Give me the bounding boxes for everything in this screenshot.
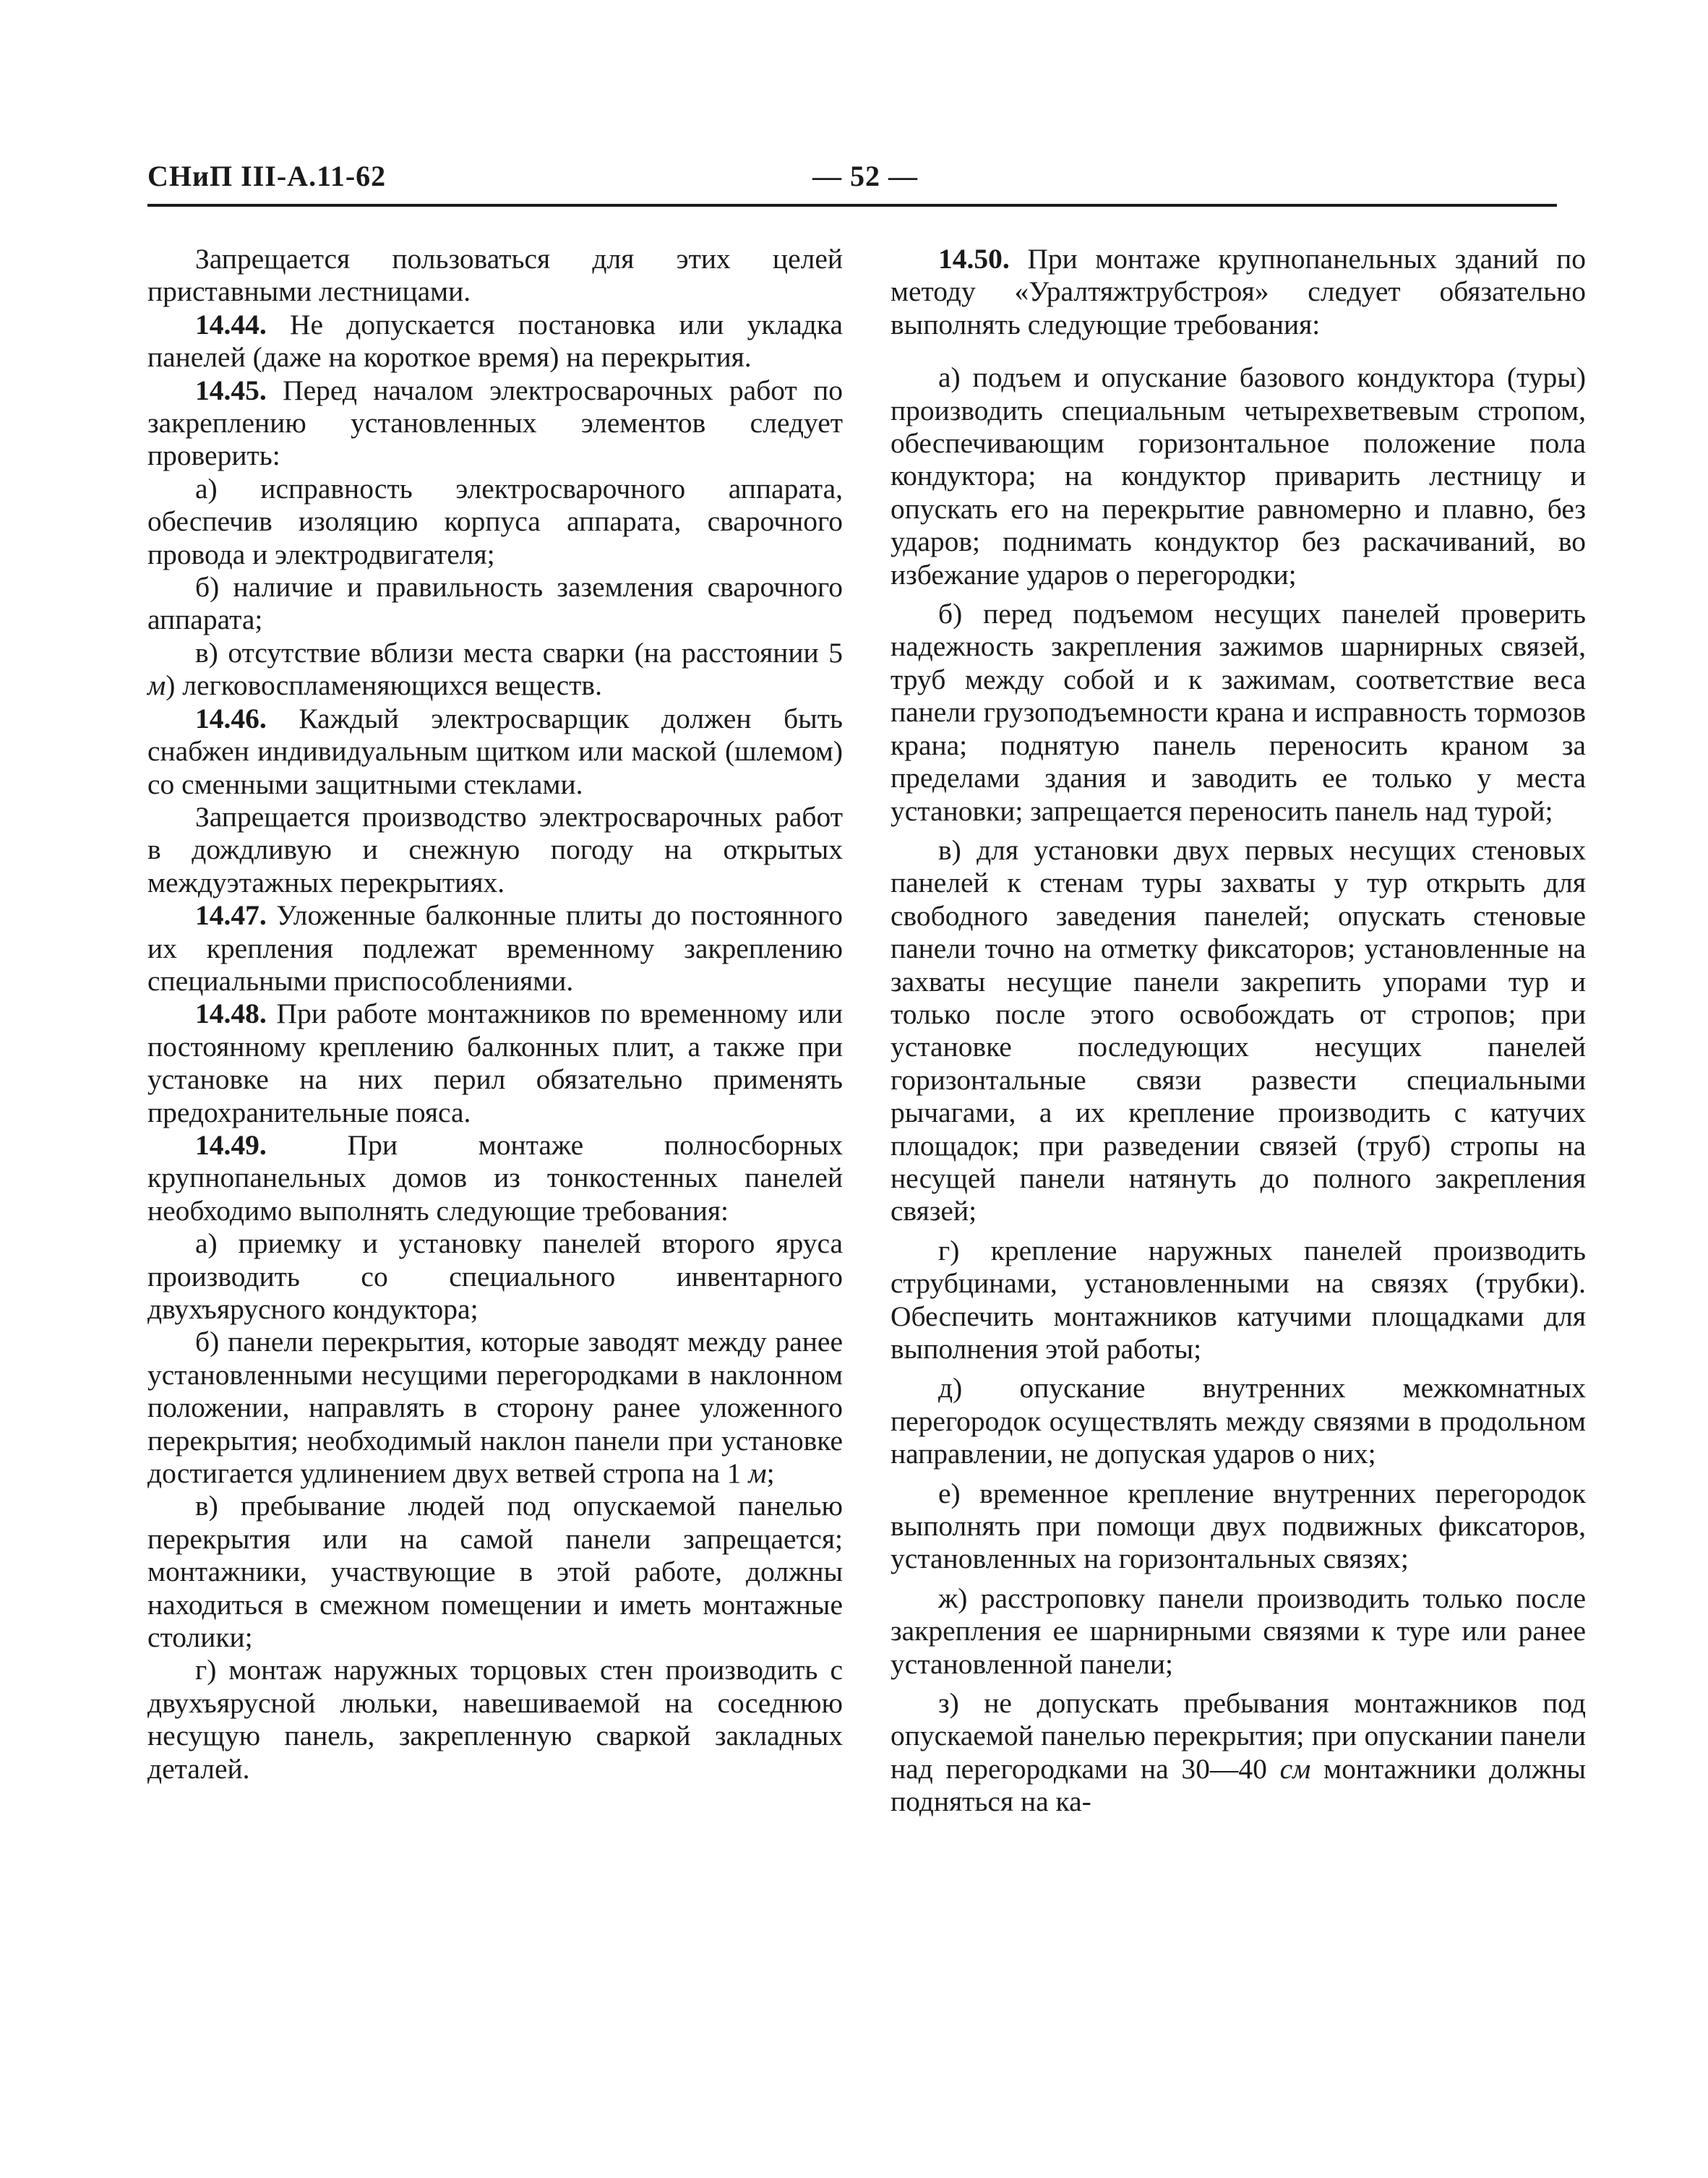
paragraph-text: ) легковоспламеняющихся веществ. xyxy=(166,669,602,702)
paragraph-text: При работе монтажников по временному или постоянному креплению балконных плит, а также при установке на них перил обязательно применять предохранительные пояса. xyxy=(147,998,843,1128)
paragraph xyxy=(147,243,843,309)
paragraph xyxy=(147,637,843,703)
paragraph-text: Запрещается пользоваться для этих целей приставными лестницами. xyxy=(147,243,843,308)
paragraph xyxy=(147,1326,843,1490)
paragraph-text: а) приемку и установку панелей второго яруса производить со специального инвентарного двухъярусного кондуктора; xyxy=(147,1227,843,1325)
paragraph-text: Каждый электросварщик должен быть снабжен индивидуальным щитком или маской (шлемом) со сменными защитными стеклами. xyxy=(147,702,843,800)
paragraph xyxy=(891,834,1586,1228)
paragraph xyxy=(147,374,843,473)
paragraph xyxy=(147,1490,843,1654)
paragraph-text: Перед началом электросварочных работ по закреплению установленных элементов следует проверить: xyxy=(147,374,844,472)
paragraph-text: в) пребывание людей под опускаемой панелью перекрытия или на самой панели запрещается; монтажники, участвующие в этой работе, должны находиться в смежном помещении и иметь монтажные столики; xyxy=(147,1490,843,1654)
paragraph-text: ж) расстроповку панели производить только после закрепления ее шарнирными связями к туре или ранее установленной панели; xyxy=(891,1582,1586,1680)
paragraph xyxy=(147,309,843,374)
page-header xyxy=(147,159,1557,202)
section-number: 14.49. xyxy=(195,1128,267,1161)
paragraph-text: Не допускается постановка или укладка панелей (даже на короткое время) на перекрытия. xyxy=(147,308,843,374)
paragraph xyxy=(891,1372,1586,1470)
paragraph-text: в) отсутствие вблизи места сварки (на расстоянии 5 xyxy=(195,636,843,669)
paragraph xyxy=(147,998,843,1129)
paragraph-text: монтажники должны подняться на ка- xyxy=(891,1752,1586,1818)
section-number: 14.46. xyxy=(195,702,267,734)
unit-label: м xyxy=(748,1457,767,1490)
left-column xyxy=(147,243,843,1785)
section-number: 14.45. xyxy=(195,374,267,406)
unit-label: см xyxy=(1279,1752,1311,1785)
paragraph-text: г) крепление наружных панелей производить струбцинами, установленными на связях (трубки). Обеспечить монтажников катучими площадками для выполнения этой работы; xyxy=(891,1234,1586,1365)
paragraph-text: ; xyxy=(766,1457,775,1490)
paragraph xyxy=(891,1687,1586,1819)
page-number: — 52 — xyxy=(812,160,918,192)
section-number: 14.47. xyxy=(195,899,267,932)
paragraph xyxy=(891,243,1586,341)
paragraph xyxy=(147,899,843,998)
paragraph xyxy=(147,473,843,571)
paragraph-text: Уложенные балконные плиты до постоянного их крепления подлежат временному закреплению специальными приспособлениями. xyxy=(147,899,844,997)
paragraph xyxy=(891,361,1586,591)
paragraph-text: е) временное крепление внутренних перегородок выполнять при помощи двух подвижных фиксаторов, установленных на горизонтальных связях; xyxy=(891,1477,1586,1575)
paragraph xyxy=(891,1582,1586,1681)
paragraph xyxy=(147,1129,843,1227)
paragraph-text: а) подъем и опускание базового кондуктора (туры) производить специальным четырехветвевым стропом, обеспечивающим горизонтальное положение пола кондуктора; на кондуктор приварить лестницу и опускать его на перекрытие равномерно и плавно, без ударов; поднимать кондуктор без раскачиваний, во избежание ударов о перегородки; xyxy=(891,361,1586,591)
paragraph-text: Запрещается производство электросварочных работ в дождливую и снежную погоду на открытых междуэтажных перекрытиях. xyxy=(147,800,843,899)
section-number: 14.44. xyxy=(195,308,267,340)
unit-label: м xyxy=(147,669,166,702)
document-code: СНиП III-А.11-62 xyxy=(147,160,387,192)
right-column xyxy=(891,243,1586,1825)
paragraph xyxy=(891,598,1586,828)
paragraph xyxy=(891,1235,1586,1366)
paragraph xyxy=(147,1654,843,1785)
paragraph-text: г) монтаж наружных торцовых стен производить с двухъярусной люльки, навешиваемой на соседнюю несущую панель, закрепленную сваркой закладных деталей. xyxy=(147,1654,843,1785)
header-rule xyxy=(147,204,1557,207)
paragraph-text: б) перед подъемом несущих панелей проверить надежность закрепления зажимов шарнирных связей, труб между собой и к зажимам, соответствие веса панели грузоподъемности крана и исправность тормозов крана; поднятую панель переносить краном за пределами здания и заводить ее только у места установки; запрещается переносить панель над турой; xyxy=(891,598,1586,827)
paragraph-text: з) не допускать пребывания монтажников под опускаемой панелью перекрытия; при опускании панели над перегородками на 30—40 xyxy=(891,1687,1586,1785)
paragraph-text: б) наличие и правильность заземления сварочного аппарата; xyxy=(147,571,843,636)
paragraph-text: в) для установки двух первых несущих стеновых панелей к стенам туры захваты у тур открыть для свободного заведения панелей; опускать стеновые панели точно на отметку фиксаторов; установленные на захваты несущие панели закрепить упорами тур и только после этого освобождать от стропов; при установке последующих несущих панелей горизонтальные связи развести специальными рычагами, а их крепление производить с катучих площадок; при разведении связей (труб) стропы на несущей панели натянуть до полного закрепления связей; xyxy=(891,833,1586,1227)
paragraph xyxy=(891,1478,1586,1576)
paragraph-text: д) опускание внутренних межкомнатных перегородок осуществлять между связями в продольном направлении, не допуская ударов о них; xyxy=(891,1372,1586,1470)
section-number: 14.48. xyxy=(195,998,267,1030)
paragraph xyxy=(147,703,843,801)
paragraph xyxy=(147,1227,843,1326)
paragraph-text: При монтаже полносборных крупнопанельных домов из тонкостенных панелей необходимо выполнять следующие требования: xyxy=(147,1128,843,1227)
section-number: 14.50. xyxy=(938,243,1010,275)
paragraph-text: а) исправность электросварочного аппарата, обеспечив изоляцию корпуса аппарата, сварочного провода и электродвигателя; xyxy=(147,472,843,570)
paragraph-text: При монтаже крупнопанельных зданий по методу «Уралтяжтрубстроя» следует обязательно выполнять следующие требования: xyxy=(891,243,1586,340)
paragraph xyxy=(147,571,843,637)
paragraph-text: б) панели перекрытия, которые заводят между ранее установленными несущими перегородками в наклонном положении, направлять в сторону ранее уложенного перекрытия; необходимый наклон панели при установке достигается удлинением двух ветвей стропа на 1 xyxy=(147,1326,843,1490)
paragraph xyxy=(147,801,843,899)
